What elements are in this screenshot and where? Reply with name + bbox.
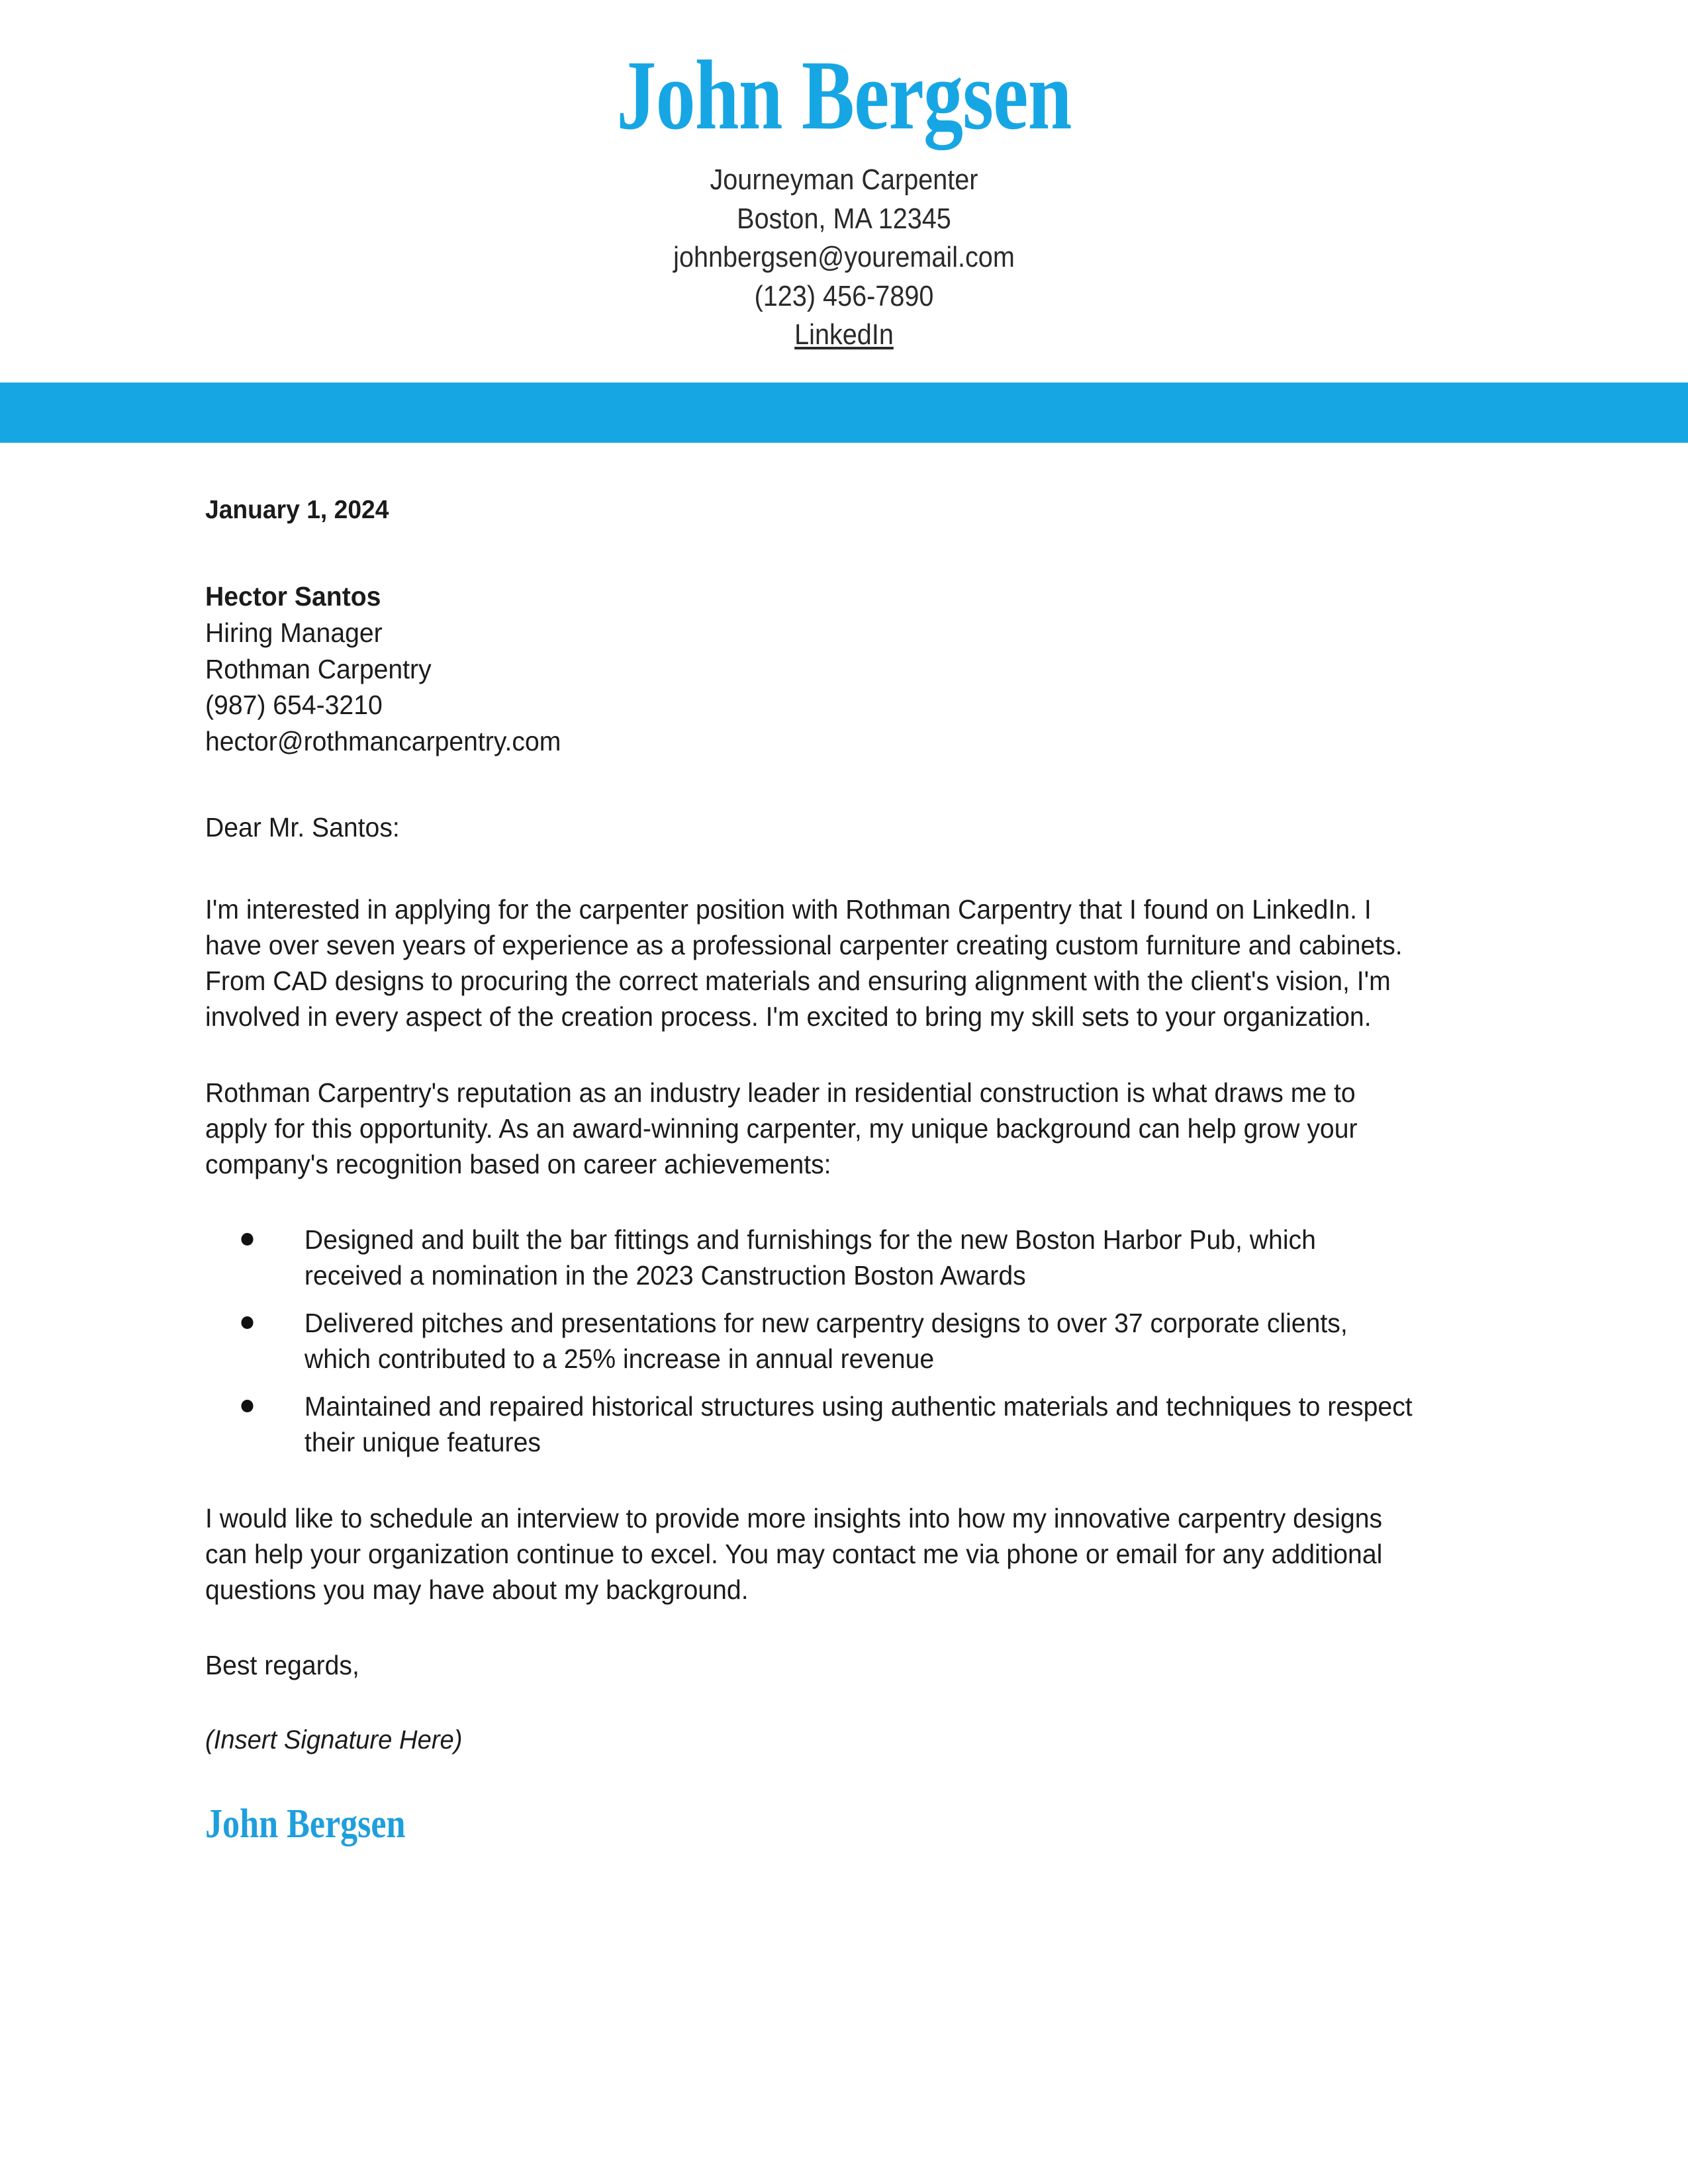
contact-job-title: Journeyman Carpenter <box>710 163 978 196</box>
letter-body <box>205 493 1413 1852</box>
applicant-name: John Bergsen <box>616 40 1072 150</box>
achievement-text: Maintained and repaired historical structures using authentic materials and techniques to respect their unique features <box>304 1391 1413 1458</box>
body-paragraph-1: I'm interested in applying for the carpenter position with Rothman Carpentry that I found on LinkedIn. I have over seven years of experience as a professional carpenter creating custom furniture and cabinets. From CAD designs to procuring the correct materials and ensuring alignment with the client's vision, I'm involved in every aspect of the creation process. I'm excited to bring my skill sets to your organization. <box>205 894 1403 1032</box>
letter-header <box>0 0 1688 355</box>
achievement-text: Designed and built the bar fittings and furnishings for the new Boston Harbor Pub, which received a nomination in the 2023 Canstruction Boston Awards <box>304 1224 1316 1291</box>
contact-block <box>85 161 1604 355</box>
accent-divider-bar <box>0 383 1688 443</box>
recipient-company: Rothman Carpentry <box>205 653 432 684</box>
achievement-list-item <box>205 1305 1413 1377</box>
recipient-phone: (987) 654-3210 <box>205 690 383 721</box>
closing-line: Best regards, <box>205 1649 359 1680</box>
recipient-block <box>205 578 1413 759</box>
achievement-list-item <box>205 1388 1413 1460</box>
achievement-text: Delivered pitches and presentations for new carpentry designs to over 37 corporate clients, which contributed to a 25% increase in annual revenue <box>304 1308 1348 1375</box>
contact-email: johnbergsen@youremail.com <box>673 241 1015 274</box>
letter-date: January 1, 2024 <box>205 496 389 524</box>
recipient-email: hector@rothmancarpentry.com <box>205 725 561 756</box>
achievements-list <box>205 1222 1413 1461</box>
contact-location: Boston, MA 12345 <box>737 202 951 235</box>
bullet-icon <box>241 1233 253 1246</box>
body-paragraph-3: I would like to schedule an interview to provide more insights into how my innovative carpentry designs can help your organization continue to excel. You may contact me via phone or email for any additional questions you may have about my background. <box>205 1502 1383 1605</box>
achievement-list-item <box>205 1222 1413 1293</box>
signature-name: John Bergsen <box>205 1801 406 1846</box>
bullet-icon <box>241 1316 253 1329</box>
linkedin-link[interactable]: LinkedIn <box>794 318 894 351</box>
recipient-title: Hiring Manager <box>205 617 383 648</box>
salutation: Dear Mr. Santos: <box>205 812 400 843</box>
body-paragraph-2: Rothman Carpentry's reputation as an industry leader in residential construction is what draws me to apply for this opportunity. As an award-winning carpenter, my unique background can help grow your company's recognition based on career achievements: <box>205 1077 1358 1179</box>
contact-linkedin-link-wrap <box>85 316 1604 355</box>
bullet-icon <box>241 1400 253 1412</box>
signature-placeholder: (Insert Signature Here) <box>205 1725 463 1755</box>
contact-phone: (123) 456-7890 <box>754 279 934 312</box>
recipient-name: Hector Santos <box>205 581 381 612</box>
